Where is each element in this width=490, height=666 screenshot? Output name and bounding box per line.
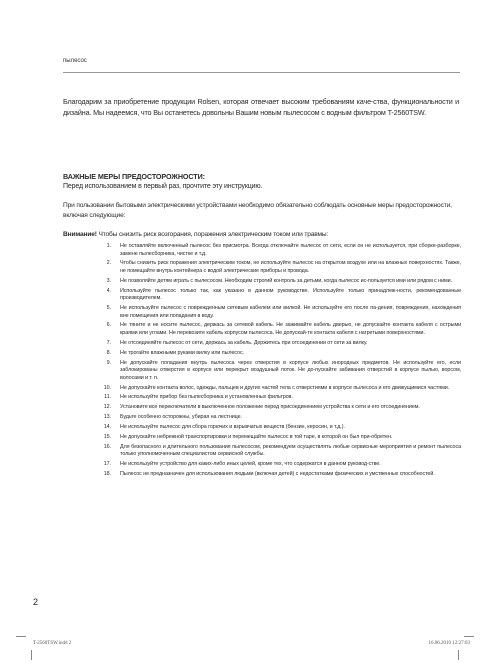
list-item bbox=[63, 340, 461, 348]
item-text: Не используйте прибор без пылесборника и установленных фильтров. bbox=[120, 394, 293, 401]
item-number: 2. bbox=[106, 260, 111, 267]
list-item bbox=[63, 414, 461, 422]
safety-title: ВАЖНЫЕ МЕРЫ ПРЕДОСТОРОЖНОСТИ: bbox=[63, 172, 205, 181]
item-number: 4. bbox=[106, 287, 111, 294]
item-text: Не тяните и не носите пылесос, держась за сетевой кабель. Не зажимайте кабель дверью, не допускайте контакта кабеля с острыми краями или углами. Не перевозите кабель корпусом пылесоса. Не допускай-те контакта кабеля с нагретыми поверхностями. bbox=[120, 322, 461, 336]
item-text: Чтобы снизить риск поражения электрическим током, не используйте пылесос на открытом воздухе или на влажных поверхностях. Также, не помещайте внутрь контейнера с водой электрические приборы и провода. bbox=[120, 260, 461, 274]
item-text: Используйте пылесос только так, как указано в данном руководстве. Используйте только принадлеж-ности, рекомендованные производителем. bbox=[120, 287, 461, 302]
item-text: Установите все переключатели в выключенное положение перед присоединением устройства к сети и его отсоединением. bbox=[120, 404, 420, 411]
item-text: Пылесос не предназначен для использования людьми (включая детей) с недостатками физических и умственных способностей. bbox=[120, 471, 435, 478]
list-item bbox=[63, 322, 461, 337]
list-item bbox=[63, 260, 461, 275]
list-item bbox=[63, 360, 461, 383]
safety-subtitle: Перед использованием в первый раз, прочтите эту инструкцию. bbox=[63, 183, 263, 190]
item-number: 10. bbox=[103, 384, 111, 391]
item-number: 6. bbox=[106, 322, 111, 329]
item-text: Не используйте устройство для каких-либо иных целей, кроме тех, что содержатся в данном руковод-стве. bbox=[120, 461, 381, 468]
list-item bbox=[63, 434, 461, 442]
list-item bbox=[63, 385, 461, 393]
item-number: 14. bbox=[103, 424, 111, 431]
safety-general-text: При пользовании бытовыми электрическими устройствами необходимо обязательно соблюдать основные меры предосторожности, включая следующие: bbox=[63, 202, 452, 220]
item-text: Не позволяйте детям играть с пылесосом. Необходим строгий контроль за детьми, когда пылесос ис-пользуется ими или рядом с ними. bbox=[120, 277, 452, 284]
item-text: Не допускайте контакта волос, одежды, пальцев и других частей тела с отверстиями в корпусе пылесоса и его движущимися частями. bbox=[120, 384, 450, 391]
page-number: 2 bbox=[33, 597, 39, 607]
safety-list bbox=[63, 243, 461, 481]
warning-text: Чтобы снизить риск возгорания, поражения электрическим током или травмы: bbox=[96, 231, 329, 238]
section-header: пылесос bbox=[63, 58, 87, 64]
item-number: 11. bbox=[104, 394, 111, 401]
list-item bbox=[63, 278, 461, 286]
list-item bbox=[63, 305, 461, 320]
list-item bbox=[63, 461, 461, 469]
item-number: 15. bbox=[103, 433, 111, 440]
crop-mark bbox=[31, 650, 32, 660]
item-text: Не используйте пылесос с поврежденным сетевым кабелем или вилкой. Не используйте его после па-дения, повреждения, нахождения вне помещения или попадания в воду. bbox=[120, 305, 461, 319]
item-number: 1. bbox=[106, 243, 111, 249]
intro-paragraph: Благодарим за приобретение продукции Rolsen, которая отвечает высоким требованиям каче-ства, функциональности и дизайна. Мы надеемся, что Вы останетесь довольны Вашим новым пылесосом с водным фильтром T-2560TSW. bbox=[63, 97, 459, 117]
item-text: Для безопасного и длительного пользования пылесосом, рекомендуем осуществлять любые сервисные мероприятия и ремонт пылесоса только уполномоченным специалистом сервисной службы. bbox=[120, 443, 461, 458]
list-item bbox=[63, 471, 461, 479]
crop-mark bbox=[458, 650, 459, 660]
item-text: Не отсоединяйте пылесос от сети, держась за кабель. Держитесь при отсоединении от сети за вилку. bbox=[120, 339, 368, 346]
item-text: Не используйте пылесос для сбора горючих и взрывчатых веществ (бензин, керосин, и т.д.). bbox=[120, 424, 345, 431]
item-text: Не допускайте попадания внутрь пылесоса через отверстия в корпусе любых инородных предметов. Не используйте его, если заблокированы отверстия в корпусе или перекрыт воздушный поток. Не до-пускайте забивания отверстий в корпусе пылью, ворсом, волосами и т. п. bbox=[120, 359, 461, 381]
item-number: 16. bbox=[103, 443, 111, 450]
warning-line bbox=[63, 231, 328, 238]
list-item bbox=[63, 404, 461, 412]
list-item bbox=[63, 394, 461, 402]
item-number: 5. bbox=[106, 305, 111, 312]
crop-mark bbox=[464, 636, 474, 637]
print-timestamp: 16.06.2010 12:27:03 bbox=[428, 641, 470, 646]
item-number: 7. bbox=[106, 339, 111, 346]
item-text: Будьте особенно осторожны, убирая на лестнице. bbox=[120, 414, 242, 421]
item-text: Не оставляйте включенный пылесос без присмотра. Всегда отключайте пылесос от сети, если он не используется, при сборке-разборке, замене пылесборника, чистке и т.д. bbox=[120, 243, 461, 257]
item-number: 18. bbox=[103, 471, 111, 478]
item-number: 12. bbox=[103, 404, 111, 411]
list-item bbox=[63, 243, 461, 258]
print-file-name: T-2560TSW.indd 2 bbox=[33, 641, 72, 646]
list-item bbox=[63, 444, 461, 459]
item-number: 8. bbox=[106, 349, 111, 356]
item-number: 9. bbox=[106, 359, 111, 366]
item-number: 17. bbox=[103, 461, 111, 468]
list-item bbox=[63, 350, 461, 358]
list-item bbox=[63, 288, 461, 303]
list-item bbox=[63, 424, 461, 432]
header-divider bbox=[63, 72, 460, 73]
item-number: 13. bbox=[103, 414, 111, 421]
item-text: Не допускайте небрежной транспортировки и перемещайте пылесос в той таре, в которой он был при-обретен. bbox=[120, 433, 393, 440]
item-number: 3. bbox=[106, 277, 111, 284]
crop-mark bbox=[16, 636, 26, 637]
warning-label: Внимание! bbox=[63, 231, 97, 238]
item-text: Не трогайте влажными руками вилку или пылесос. bbox=[120, 349, 244, 356]
